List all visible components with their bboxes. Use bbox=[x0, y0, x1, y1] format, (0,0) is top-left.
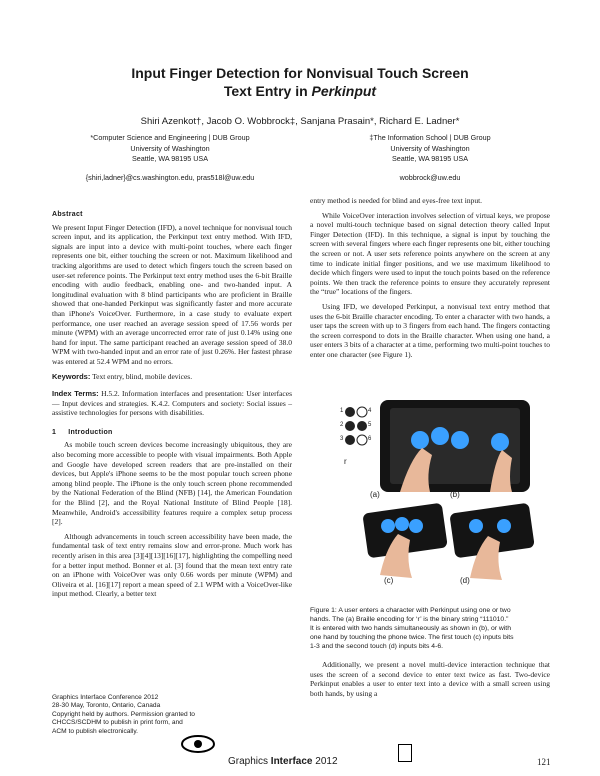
label-a: (a) bbox=[370, 490, 380, 499]
email-right: wobbrock@uw.edu bbox=[399, 172, 461, 182]
intro-continued: entry method is needed for blind and eyes-free text input. bbox=[310, 196, 483, 205]
keywords: Keywords: Text entry, blind, mobile devices. bbox=[52, 371, 193, 381]
tablet-two-hands bbox=[380, 400, 530, 492]
conference-footnote: Graphics Interface Conference 2012 28-30 May, Toronto, Ontario, Canada Copyright held by authors. Permission granted to CHCCS/SCDHM to publish in print form, and ACM to publish electronically. bbox=[52, 694, 195, 735]
intro-paragraph-2: Although advancements in touch screen accessibility have been made, the fundamental task of text entry remains slow and error-prone. Much work has recently arisen in this area [3][4][13][16][17], highlighting the compelling need for a better input method. Bonner et al. [3] found that the mean text entry rate on an iPhone with VoiceOver was only 0.66 words per minute (WPM) and Oliveira et al. [16][17] report a mean speed of 2.1 WPM with a VoiceOver-like input method. Clearly, a better text bbox=[52, 531, 292, 599]
dot-1: 1 bbox=[340, 408, 344, 414]
page-number: 121 bbox=[537, 757, 551, 767]
footer-logo: Graphics Interface 2012 bbox=[228, 756, 338, 767]
dot-4: 4 bbox=[368, 408, 372, 414]
right-paragraph-2: Using IFD, we developed Perkinput, a nonvisual text entry method that uses the 6-bit Braille character encoding. To enter a character with two hands, a user taps the screen with up to 3 fingers from each hand. The fingers contacting the screen correspond to dots in the Braille character. When using one hand, a user enters 3 bits of a character at a time, performing two multi-point touches to enter one character (see Figure 1). bbox=[310, 301, 550, 359]
title-line-1: Input Finger Detection for Nonvisual Touch Screen bbox=[131, 65, 469, 81]
phone-first-touch bbox=[362, 503, 447, 578]
figure-1 bbox=[340, 400, 540, 600]
figure-caption: Figure 1: A user enters a character with Perkinput using one or two hands. The (a) Braille encoding for ‘r’ is the binary string “111010.” It is entered with two hands simultaneously as shown in (b), or with one hand by touching the phone twice. The first touch (c) inputs bits 1-3 and the second touch (d) inputs bits 4-6. bbox=[310, 607, 514, 650]
index-terms: Index Terms: H.5.2. Information interfaces and presentation: User interfaces — Input devices and strategies. K.4.2. Computers and society: Social issues – assistive technologies for persons with disabilities. bbox=[52, 389, 292, 418]
paper-title bbox=[0, 64, 600, 100]
figure-illustration bbox=[340, 400, 540, 600]
dot-3: 3 bbox=[340, 436, 344, 442]
affiliation-right: ‡The Information School | DUB Group University of Washington Seattle, WA 98195 USA wobbrock@uw.edu bbox=[330, 133, 530, 183]
label-d: (d) bbox=[460, 576, 470, 585]
affiliation-left: *Computer Science and Engineering | DUB Group University of Washington Seattle, WA 98195 USA {shiri,ladner}@cs.washington.edu, pras518l@uw.edu bbox=[60, 133, 280, 183]
dot-5: 5 bbox=[368, 422, 372, 428]
email-left: {shiri,ladner}@cs.washington.edu, pras518l@uw.edu bbox=[85, 172, 255, 182]
right-column bbox=[310, 196, 550, 365]
right-paragraph-1: While VoiceOver interaction involves selection of virtual keys, we propose a novel multi-touch technique based on signal detection theory called Input Finger Detection (IFD). In this technique, a signal is input by touching the screen with several fingers where each finger represents one bit, either touching the screen or not. A user sets reference points anywhere on the screen at any time to indicate initial finger positions, and we use maximum likelihood to decide which fingers were used to input the touch points based on the reference points. We then track the reference points to ensure they accurately represent the “true” locations of the fingers. bbox=[310, 210, 550, 297]
acm-logo-icon bbox=[398, 744, 412, 762]
dot-2: 2 bbox=[340, 422, 344, 428]
gi-eye-logo-icon bbox=[178, 730, 218, 758]
left-column bbox=[52, 210, 292, 604]
dot-6: 6 bbox=[368, 436, 372, 442]
intro-paragraph-1: As mobile touch screen devices become increasingly ubiquitous, they are also becoming more accessible to people with visual impairments. Both Apple and Google have developed screen readers that are pre-installed on their devices, but Apple's iPhone seems to be the most popular touch screen phone among blind people. The iPhone is the only touch screen phone recommended by the National Federation of the Blind (NFB) [14], the American Foundation for the Blind [2], and the Royal National Institute of Blind People [18]. Meanwhile, Android's accessibility features require a complex setup process [2]. bbox=[52, 440, 292, 527]
title-line-2: Text Entry in Perkinput bbox=[223, 83, 377, 99]
braille-letter: r bbox=[344, 457, 347, 466]
abstract-heading: Abstract bbox=[52, 211, 83, 218]
right-paragraph-3: Additionally, we present a novel multi-device interaction technique that uses the screen of a second device to enter text twice as fast. Two-device Perkinput enables a user to enter text into a device with a small screen using both hands, by using a bbox=[310, 660, 550, 698]
intro-heading: 1 Introduction bbox=[52, 428, 113, 436]
abstract-text: We present Input Finger Detection (IFD), a novel technique for nonvisual touch screen input, and its application, the Perkinput text entry method. With IFD, signals are input into a device with multi-point touches, where each finger represents one bit, either touching the screen or not. Maximum likelihood and tracking algorithms are used to detect which fingers touch the screen based on user-set reference points. The Perkinput text entry method uses the 6-bit Braille encoding with audio feedback, enabling one- and two-handed input. A longitudinal evaluation with 8 blind participants who are proficient in Braille showed that one-handed Perkinput was significantly faster and more accurate than iPhone's VoiceOver. Furthermore, in a case study to evaluate expert performance, one user reached an average session speed of 17.56 words per minute (WPM) with an average uncorrected error rate of just 0.14% using one hand for input. The same participant reached an average session speed of 38.0 WPM with two-handed input and an error rate of just 0.26%. Her fastest phrase was entered at 52.4 WPM and no errors. bbox=[52, 222, 292, 366]
phone-second-touch bbox=[449, 503, 534, 580]
label-b: (b) bbox=[450, 490, 460, 499]
braille-cell bbox=[345, 407, 367, 445]
label-c: (c) bbox=[384, 576, 394, 585]
author-list: Shiri Azenkot†, Jacob O. Wobbrock‡, Sanjana Prasain*, Richard E. Ladner* bbox=[140, 116, 460, 127]
